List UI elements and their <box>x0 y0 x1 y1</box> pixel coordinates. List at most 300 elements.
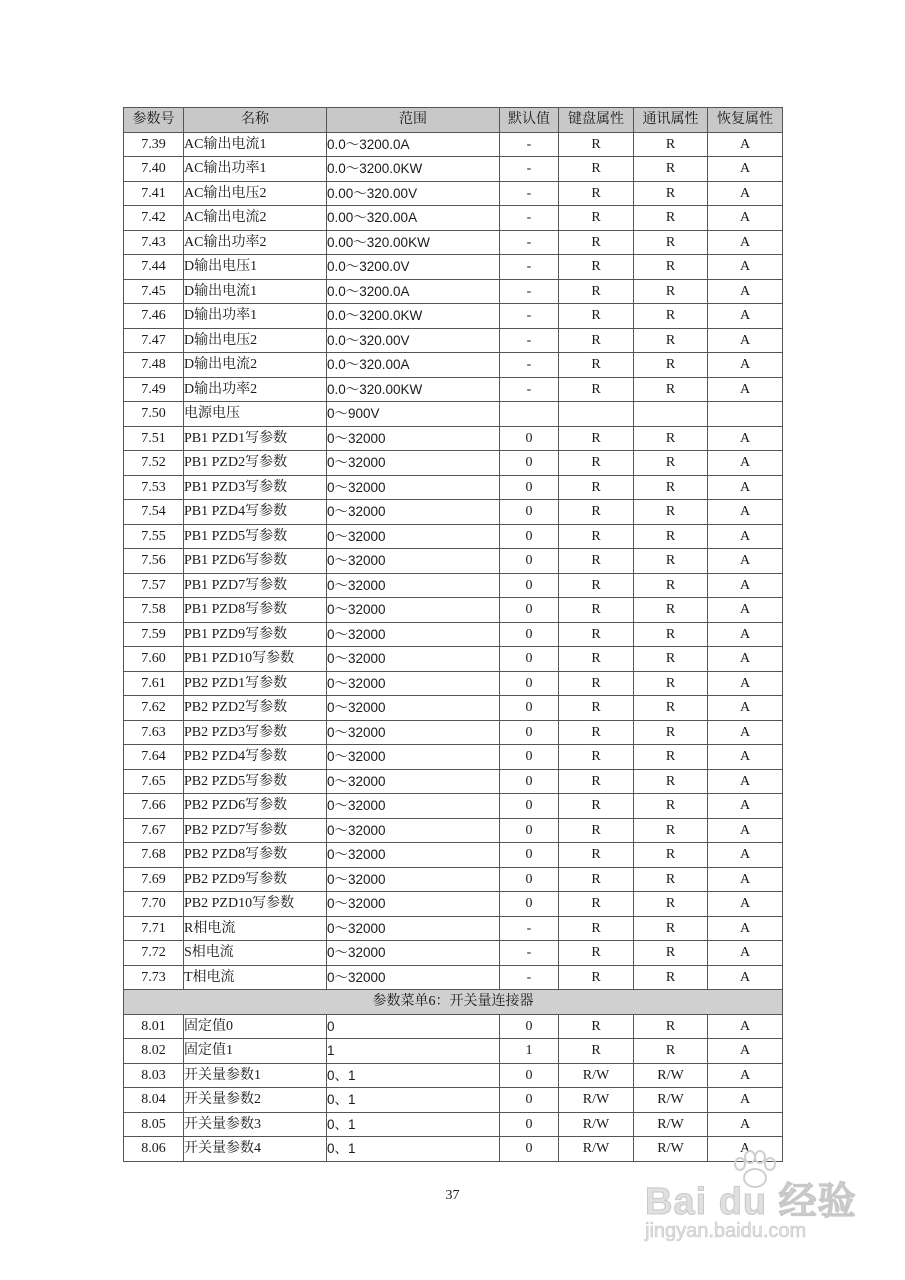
table-row <box>124 500 783 525</box>
table-row <box>124 304 783 329</box>
table-row <box>124 206 783 231</box>
table-row <box>124 1063 783 1088</box>
param-id-cell: 8.02 <box>124 1039 184 1064</box>
name-cell: PB1 PZD8写参数 <box>184 598 327 623</box>
name-cell: 电源电压 <box>184 402 327 427</box>
comm-attr-cell: R/W <box>634 1063 708 1088</box>
table-row <box>124 720 783 745</box>
default-cell: 0 <box>500 549 559 574</box>
comm-attr-cell: R <box>634 206 708 231</box>
range-cell: 0～32000 <box>327 818 500 843</box>
keyboard-attr-cell: R <box>559 426 634 451</box>
name-cell: PB1 PZD9写参数 <box>184 622 327 647</box>
table-row <box>124 696 783 721</box>
watermark-url: jingyan.baidu.com <box>645 1220 807 1242</box>
default-cell: - <box>500 377 559 402</box>
name-cell: AC输出电压2 <box>184 181 327 206</box>
table-row <box>124 132 783 157</box>
keyboard-attr-cell: R <box>559 892 634 917</box>
range-cell: 0、1 <box>327 1112 500 1137</box>
comm-attr-cell: R <box>634 794 708 819</box>
keyboard-attr-cell: R <box>559 941 634 966</box>
restore-attr-cell <box>708 402 783 427</box>
comm-attr-cell: R <box>634 769 708 794</box>
range-cell: 0～32000 <box>327 524 500 549</box>
range-cell: 0 <box>327 1014 500 1039</box>
table-row <box>124 1039 783 1064</box>
keyboard-attr-cell: R/W <box>559 1088 634 1113</box>
comm-attr-cell: R <box>634 745 708 770</box>
keyboard-attr-cell <box>559 402 634 427</box>
table-row <box>124 353 783 378</box>
restore-attr-cell: A <box>708 1039 783 1064</box>
param-id-cell: 7.66 <box>124 794 184 819</box>
keyboard-attr-cell: R <box>559 206 634 231</box>
table-row <box>124 769 783 794</box>
default-cell: 0 <box>500 524 559 549</box>
range-cell: 0.0～320.00A <box>327 353 500 378</box>
table-row <box>124 181 783 206</box>
table-row <box>124 916 783 941</box>
range-cell: 0～32000 <box>327 720 500 745</box>
default-cell: 0 <box>500 1137 559 1162</box>
table-row <box>124 451 783 476</box>
default-cell: 0 <box>500 500 559 525</box>
param-id-cell: 7.40 <box>124 157 184 182</box>
restore-attr-cell: A <box>708 794 783 819</box>
table-row <box>124 255 783 280</box>
name-cell: AC输出电流1 <box>184 132 327 157</box>
default-cell: - <box>500 181 559 206</box>
range-cell: 0～32000 <box>327 549 500 574</box>
default-cell: - <box>500 965 559 990</box>
column-header: 通讯属性 <box>634 108 708 133</box>
param-id-cell: 7.61 <box>124 671 184 696</box>
default-cell: 0 <box>500 1112 559 1137</box>
table-row <box>124 671 783 696</box>
keyboard-attr-cell: R <box>559 353 634 378</box>
table-row <box>124 1137 783 1162</box>
restore-attr-cell: A <box>708 1063 783 1088</box>
table-row <box>124 377 783 402</box>
keyboard-attr-cell: R <box>559 279 634 304</box>
section-title: 参数菜单6：开关量连接器 <box>124 990 783 1015</box>
param-id-cell: 8.06 <box>124 1137 184 1162</box>
comm-attr-cell: R/W <box>634 1112 708 1137</box>
restore-attr-cell: A <box>708 377 783 402</box>
default-cell: - <box>500 206 559 231</box>
comm-attr-cell: R <box>634 941 708 966</box>
param-id-cell: 7.52 <box>124 451 184 476</box>
param-id-cell: 7.54 <box>124 500 184 525</box>
restore-attr-cell: A <box>708 549 783 574</box>
keyboard-attr-cell: R <box>559 328 634 353</box>
name-cell: PB1 PZD2写参数 <box>184 451 327 476</box>
column-header: 默认值 <box>500 108 559 133</box>
table-row <box>124 867 783 892</box>
table-row <box>124 426 783 451</box>
keyboard-attr-cell: R/W <box>559 1137 634 1162</box>
name-cell: PB1 PZD6写参数 <box>184 549 327 574</box>
comm-attr-cell: R <box>634 230 708 255</box>
name-cell: 开关量参数4 <box>184 1137 327 1162</box>
column-header: 恢复属性 <box>708 108 783 133</box>
param-id-cell: 7.53 <box>124 475 184 500</box>
range-cell: 0～32000 <box>327 426 500 451</box>
comm-attr-cell: R <box>634 671 708 696</box>
table-row <box>124 1014 783 1039</box>
comm-attr-cell: R/W <box>634 1088 708 1113</box>
param-id-cell: 7.64 <box>124 745 184 770</box>
default-cell: 0 <box>500 671 559 696</box>
restore-attr-cell: A <box>708 818 783 843</box>
name-cell: D输出电压2 <box>184 328 327 353</box>
default-cell: 0 <box>500 696 559 721</box>
name-cell: PB2 PZD3写参数 <box>184 720 327 745</box>
name-cell: 开关量参数2 <box>184 1088 327 1113</box>
restore-attr-cell: A <box>708 206 783 231</box>
range-cell: 0.0～3200.0A <box>327 279 500 304</box>
restore-attr-cell: A <box>708 353 783 378</box>
param-id-cell: 7.65 <box>124 769 184 794</box>
column-header: 范围 <box>327 108 500 133</box>
keyboard-attr-cell: R/W <box>559 1112 634 1137</box>
keyboard-attr-cell: R <box>559 769 634 794</box>
table-row <box>124 965 783 990</box>
keyboard-attr-cell: R <box>559 647 634 672</box>
range-cell: 0～900V <box>327 402 500 427</box>
comm-attr-cell: R <box>634 304 708 329</box>
default-cell: 0 <box>500 647 559 672</box>
range-cell: 0～32000 <box>327 892 500 917</box>
name-cell: PB2 PZD10写参数 <box>184 892 327 917</box>
name-cell: D输出功率2 <box>184 377 327 402</box>
table-row <box>124 647 783 672</box>
name-cell: 开关量参数3 <box>184 1112 327 1137</box>
keyboard-attr-cell: R <box>559 696 634 721</box>
comm-attr-cell: R <box>634 843 708 868</box>
range-cell: 0～32000 <box>327 794 500 819</box>
restore-attr-cell: A <box>708 451 783 476</box>
default-cell: 0 <box>500 745 559 770</box>
keyboard-attr-cell: R <box>559 549 634 574</box>
name-cell: PB1 PZD1写参数 <box>184 426 327 451</box>
default-cell: - <box>500 941 559 966</box>
range-cell: 0～32000 <box>327 500 500 525</box>
restore-attr-cell: A <box>708 965 783 990</box>
watermark-logo: Bai du 经验 <box>645 1181 857 1223</box>
restore-attr-cell: A <box>708 647 783 672</box>
restore-attr-cell: A <box>708 255 783 280</box>
table-row <box>124 475 783 500</box>
default-cell: 0 <box>500 867 559 892</box>
restore-attr-cell: A <box>708 720 783 745</box>
range-cell: 0～32000 <box>327 598 500 623</box>
range-cell: 0～32000 <box>327 843 500 868</box>
table-row <box>124 157 783 182</box>
page-number: 37 <box>445 1188 460 1203</box>
range-cell: 0.0～3200.0V <box>327 255 500 280</box>
param-id-cell: 7.49 <box>124 377 184 402</box>
keyboard-attr-cell: R <box>559 916 634 941</box>
default-cell: - <box>500 157 559 182</box>
comm-attr-cell: R <box>634 720 708 745</box>
keyboard-attr-cell: R <box>559 843 634 868</box>
name-cell: 固定值0 <box>184 1014 327 1039</box>
name-cell: PB2 PZD2写参数 <box>184 696 327 721</box>
keyboard-attr-cell: R <box>559 475 634 500</box>
default-cell: 1 <box>500 1039 559 1064</box>
range-cell: 0.00～320.00KW <box>327 230 500 255</box>
range-cell: 1 <box>327 1039 500 1064</box>
keyboard-attr-cell: R <box>559 720 634 745</box>
default-cell: 0 <box>500 794 559 819</box>
default-cell: 0 <box>500 818 559 843</box>
comm-attr-cell: R <box>634 255 708 280</box>
range-cell: 0～32000 <box>327 451 500 476</box>
table-row <box>124 279 783 304</box>
restore-attr-cell: A <box>708 843 783 868</box>
restore-attr-cell: A <box>708 157 783 182</box>
default-cell: 0 <box>500 573 559 598</box>
table-row <box>124 402 783 427</box>
table-row <box>124 794 783 819</box>
param-id-cell: 7.63 <box>124 720 184 745</box>
restore-attr-cell: A <box>708 132 783 157</box>
name-cell: PB1 PZD7写参数 <box>184 573 327 598</box>
name-cell: AC输出功率1 <box>184 157 327 182</box>
param-id-cell: 7.45 <box>124 279 184 304</box>
table-row <box>124 1088 783 1113</box>
restore-attr-cell: A <box>708 304 783 329</box>
table-row <box>124 622 783 647</box>
param-id-cell: 7.60 <box>124 647 184 672</box>
keyboard-attr-cell: R <box>559 255 634 280</box>
restore-attr-cell: A <box>708 181 783 206</box>
name-cell: PB2 PZD8写参数 <box>184 843 327 868</box>
default-cell: 0 <box>500 475 559 500</box>
comm-attr-cell: R <box>634 132 708 157</box>
comm-attr-cell: R <box>634 157 708 182</box>
comm-attr-cell: R <box>634 500 708 525</box>
restore-attr-cell: A <box>708 426 783 451</box>
default-cell: 0 <box>500 598 559 623</box>
comm-attr-cell: R/W <box>634 1137 708 1162</box>
table-row <box>124 818 783 843</box>
range-cell: 0～32000 <box>327 671 500 696</box>
parameter-table <box>123 107 783 1162</box>
param-id-cell: 7.68 <box>124 843 184 868</box>
keyboard-attr-cell: R <box>559 818 634 843</box>
range-cell: 0.00～320.00V <box>327 181 500 206</box>
default-cell: 0 <box>500 426 559 451</box>
name-cell: PB2 PZD5写参数 <box>184 769 327 794</box>
param-id-cell: 7.71 <box>124 916 184 941</box>
name-cell: D输出电流1 <box>184 279 327 304</box>
default-cell: - <box>500 916 559 941</box>
param-id-cell: 7.67 <box>124 818 184 843</box>
param-id-cell: 7.69 <box>124 867 184 892</box>
default-cell <box>500 402 559 427</box>
param-id-cell: 7.70 <box>124 892 184 917</box>
param-id-cell: 7.50 <box>124 402 184 427</box>
table-row <box>124 573 783 598</box>
restore-attr-cell: A <box>708 1137 783 1162</box>
default-cell: 0 <box>500 451 559 476</box>
comm-attr-cell: R <box>634 353 708 378</box>
default-cell: 0 <box>500 1088 559 1113</box>
comm-attr-cell: R <box>634 549 708 574</box>
restore-attr-cell: A <box>708 916 783 941</box>
range-cell: 0～32000 <box>327 475 500 500</box>
param-id-cell: 7.48 <box>124 353 184 378</box>
range-cell: 0、1 <box>327 1137 500 1162</box>
name-cell: PB1 PZD3写参数 <box>184 475 327 500</box>
comm-attr-cell: R <box>634 377 708 402</box>
range-cell: 0～32000 <box>327 647 500 672</box>
keyboard-attr-cell: R <box>559 157 634 182</box>
table-row <box>124 598 783 623</box>
name-cell: PB2 PZD6写参数 <box>184 794 327 819</box>
name-cell: 开关量参数1 <box>184 1063 327 1088</box>
name-cell: D输出电流2 <box>184 353 327 378</box>
default-cell: - <box>500 132 559 157</box>
table-row <box>124 549 783 574</box>
name-cell: PB1 PZD10写参数 <box>184 647 327 672</box>
default-cell: 0 <box>500 622 559 647</box>
comm-attr-cell: R <box>634 622 708 647</box>
param-id-cell: 7.47 <box>124 328 184 353</box>
name-cell: PB2 PZD1写参数 <box>184 671 327 696</box>
comm-attr-cell: R <box>634 328 708 353</box>
keyboard-attr-cell: R <box>559 965 634 990</box>
keyboard-attr-cell: R <box>559 524 634 549</box>
restore-attr-cell: A <box>708 524 783 549</box>
name-cell: AC输出电流2 <box>184 206 327 231</box>
keyboard-attr-cell: R <box>559 1014 634 1039</box>
param-id-cell: 8.04 <box>124 1088 184 1113</box>
restore-attr-cell: A <box>708 328 783 353</box>
table-row <box>124 524 783 549</box>
range-cell: 0、1 <box>327 1088 500 1113</box>
comm-attr-cell: R <box>634 867 708 892</box>
keyboard-attr-cell: R <box>559 671 634 696</box>
comm-attr-cell: R <box>634 1039 708 1064</box>
comm-attr-cell: R <box>634 426 708 451</box>
name-cell: S相电流 <box>184 941 327 966</box>
range-cell: 0～32000 <box>327 745 500 770</box>
keyboard-attr-cell: R <box>559 377 634 402</box>
default-cell: - <box>500 304 559 329</box>
comm-attr-cell: R <box>634 892 708 917</box>
name-cell: PB2 PZD7写参数 <box>184 818 327 843</box>
comm-attr-cell <box>634 402 708 427</box>
param-id-cell: 7.56 <box>124 549 184 574</box>
keyboard-attr-cell: R <box>559 230 634 255</box>
keyboard-attr-cell: R <box>559 573 634 598</box>
range-cell: 0.0～3200.0A <box>327 132 500 157</box>
name-cell: D输出功率1 <box>184 304 327 329</box>
table-row <box>124 328 783 353</box>
param-id-cell: 7.42 <box>124 206 184 231</box>
restore-attr-cell: A <box>708 573 783 598</box>
name-cell: AC输出功率2 <box>184 230 327 255</box>
range-cell: 0～32000 <box>327 965 500 990</box>
table-row <box>124 941 783 966</box>
keyboard-attr-cell: R <box>559 745 634 770</box>
table-row <box>124 1112 783 1137</box>
name-cell: R相电流 <box>184 916 327 941</box>
restore-attr-cell: A <box>708 622 783 647</box>
restore-attr-cell: A <box>708 279 783 304</box>
column-header: 参数号 <box>124 108 184 133</box>
restore-attr-cell: A <box>708 671 783 696</box>
param-id-cell: 7.51 <box>124 426 184 451</box>
keyboard-attr-cell: R <box>559 132 634 157</box>
param-id-cell: 7.62 <box>124 696 184 721</box>
default-cell: - <box>500 255 559 280</box>
comm-attr-cell: R <box>634 696 708 721</box>
table-row <box>124 745 783 770</box>
default-cell: - <box>500 353 559 378</box>
keyboard-attr-cell: R <box>559 867 634 892</box>
param-id-cell: 7.57 <box>124 573 184 598</box>
param-id-cell: 7.58 <box>124 598 184 623</box>
keyboard-attr-cell: R <box>559 598 634 623</box>
keyboard-attr-cell: R <box>559 794 634 819</box>
range-cell: 0～32000 <box>327 622 500 647</box>
param-id-cell: 7.72 <box>124 941 184 966</box>
param-id-cell: 7.73 <box>124 965 184 990</box>
comm-attr-cell: R <box>634 475 708 500</box>
param-id-cell: 8.01 <box>124 1014 184 1039</box>
table-row <box>124 230 783 255</box>
table-row <box>124 892 783 917</box>
default-cell: - <box>500 328 559 353</box>
param-id-cell: 7.43 <box>124 230 184 255</box>
comm-attr-cell: R <box>634 965 708 990</box>
comm-attr-cell: R <box>634 279 708 304</box>
keyboard-attr-cell: R <box>559 181 634 206</box>
name-cell: PB1 PZD4写参数 <box>184 500 327 525</box>
restore-attr-cell: A <box>708 1112 783 1137</box>
baidu-jingyan-watermark <box>640 1150 860 1260</box>
restore-attr-cell: A <box>708 1088 783 1113</box>
comm-attr-cell: R <box>634 1014 708 1039</box>
keyboard-attr-cell: R <box>559 304 634 329</box>
default-cell: - <box>500 279 559 304</box>
param-id-cell: 8.03 <box>124 1063 184 1088</box>
param-id-cell: 7.55 <box>124 524 184 549</box>
restore-attr-cell: A <box>708 475 783 500</box>
comm-attr-cell: R <box>634 181 708 206</box>
comm-attr-cell: R <box>634 647 708 672</box>
restore-attr-cell: A <box>708 745 783 770</box>
range-cell: 0～32000 <box>327 769 500 794</box>
default-cell: 0 <box>500 1063 559 1088</box>
comm-attr-cell: R <box>634 598 708 623</box>
param-id-cell: 7.59 <box>124 622 184 647</box>
table-header-row <box>124 108 783 133</box>
name-cell: PB2 PZD9写参数 <box>184 867 327 892</box>
name-cell: T相电流 <box>184 965 327 990</box>
restore-attr-cell: A <box>708 941 783 966</box>
keyboard-attr-cell: R/W <box>559 1063 634 1088</box>
restore-attr-cell: A <box>708 867 783 892</box>
range-cell: 0～32000 <box>327 573 500 598</box>
comm-attr-cell: R <box>634 524 708 549</box>
restore-attr-cell: A <box>708 769 783 794</box>
